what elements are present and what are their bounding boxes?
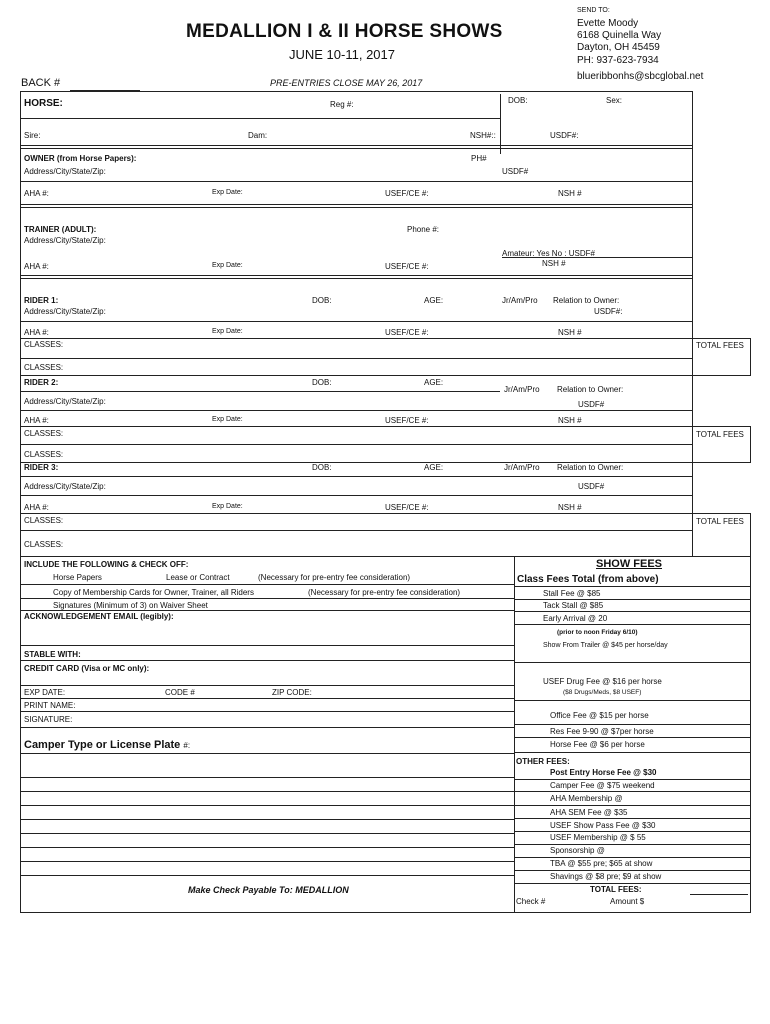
rider3-usdf-label: USDF# xyxy=(578,482,605,491)
trainer-amateur-label: Amateur: Yes No : USDF# xyxy=(502,249,595,258)
rider2-line2 xyxy=(20,410,692,411)
checklist-line-4 xyxy=(20,645,514,646)
rider2-usdf-label: USDF# xyxy=(578,400,605,409)
form-right-border xyxy=(692,91,693,556)
camper-line-3 xyxy=(20,791,514,792)
owner-nsh-label: NSH # xyxy=(558,189,582,198)
trainer-aha-label: AHA #: xyxy=(24,262,49,271)
fee-sponsorship: Sponsorship @ xyxy=(550,846,605,855)
camper-line-2 xyxy=(20,777,514,778)
fee-early-arrival: Early Arrival @ 20 xyxy=(543,614,608,623)
rider1-relation-label: Relation to Owner: xyxy=(553,296,620,305)
horse-dob-label: DOB: xyxy=(508,96,528,105)
rider1-line xyxy=(20,321,692,322)
check-note-2: (Necessary for pre-entry fee consideration) xyxy=(308,588,461,597)
fee-show-from-trailer: Show From Trailer @ $45 per horse/day xyxy=(543,642,668,649)
fees-line-2 xyxy=(514,611,750,612)
payable-to: Make Check Payable To: MEDALLION xyxy=(188,885,349,895)
send-to-phone: PH: 937-623-7934 xyxy=(577,55,659,66)
rider2-address-label: Address/City/State/Zip: xyxy=(24,397,106,406)
camper-label-text: Camper Type or License Plate xyxy=(24,739,181,751)
owner-usdf-label: USDF# xyxy=(502,167,529,176)
checklist-line-5 xyxy=(20,660,514,661)
trainer-address-label: Address/City/State/Zip: xyxy=(24,236,106,245)
fee-aha-membership: AHA Membership @ xyxy=(550,794,623,803)
trainer-bottom-a xyxy=(20,275,692,276)
fees-line-16 xyxy=(514,870,750,871)
fee-usef-show-pass: USEF Show Pass Fee @ $30 xyxy=(550,821,656,830)
cc-code-label: CODE # xyxy=(165,688,195,697)
horse-nsh-label: NSH#:: xyxy=(470,131,496,140)
owner-title: OWNER (from Horse Papers): xyxy=(24,154,137,163)
fee-office: Office Fee @ $15 per horse xyxy=(550,711,649,720)
owner-address-label: Address/City/State/Zip: xyxy=(24,167,106,176)
owner-bottom-a xyxy=(20,204,692,205)
camper-line-1 xyxy=(20,753,514,754)
credit-card-label: CREDIT CARD (Visa or MC only): xyxy=(24,664,150,673)
fees-line-11 xyxy=(514,805,750,806)
fees-line-4 xyxy=(514,662,750,663)
fee-shavings: Shavings @ $8 pre; $9 at show xyxy=(550,872,662,881)
camper-line-6 xyxy=(20,833,514,834)
rider2-line3 xyxy=(20,426,750,427)
rider2-bottom xyxy=(20,462,750,463)
rider1-usef-label: USEF/CE #: xyxy=(385,328,429,337)
fees-line-8 xyxy=(514,752,750,753)
form-left-border xyxy=(20,91,21,913)
rider3-classes-label-2: CLASSES: xyxy=(24,540,64,549)
fees-line-6 xyxy=(514,724,750,725)
horse-line xyxy=(20,118,500,119)
check-signatures[interactable]: Signatures (Minimum of 3) on Waiver Sheet xyxy=(53,601,208,610)
cc-print-name-label: PRINT NAME: xyxy=(24,701,76,710)
rider1-classes-label-2: CLASSES: xyxy=(24,363,64,372)
owner-exp-label: Exp Date: xyxy=(212,189,243,196)
form-top-border xyxy=(20,91,692,92)
rider2-usef-label: USEF/CE #: xyxy=(385,416,429,425)
trainer-title: TRAINER (ADULT): xyxy=(24,225,97,234)
camper-label xyxy=(24,739,190,751)
check-membership-copies[interactable]: Copy of Membership Cards for Owner, Trainer, all Riders xyxy=(53,588,254,597)
rider3-bottom xyxy=(20,556,750,557)
trainer-nsh-label: NSH # xyxy=(542,259,566,268)
fees-line-3 xyxy=(514,624,750,625)
fees-line-12 xyxy=(514,818,750,819)
trainer-bottom-b xyxy=(20,278,692,279)
ack-email-label: ACKNOWLEDGEMENT EMAIL (legibly): xyxy=(24,612,174,621)
trainer-amateur-underline xyxy=(502,257,692,258)
amount-label: Amount $ xyxy=(610,897,645,906)
rider2-relation-label: Relation to Owner: xyxy=(557,385,624,394)
checklist-line-8 xyxy=(20,711,514,712)
rider2-dob-label: DOB: xyxy=(312,378,332,387)
owner-bottom-b xyxy=(20,207,692,208)
double-line-b xyxy=(20,148,692,149)
rider1-classes-line xyxy=(20,358,692,359)
rider2-title: RIDER 2: xyxy=(24,378,59,387)
fee-drug-note: ($8 Drugs/Meds, $8 USEF) xyxy=(563,689,642,696)
fees-line-5 xyxy=(514,700,750,701)
rider1-total-fees-label: TOTAL FEES xyxy=(696,341,744,350)
rider3-line2 xyxy=(20,495,692,496)
owner-aha-label: AHA #: xyxy=(24,189,49,198)
rider2-nsh-label: NSH # xyxy=(558,416,582,425)
fees-line-13 xyxy=(514,831,750,832)
rider1-aha-label: AHA #: xyxy=(24,328,49,337)
rider3-address-label: Address/City/State/Zip: xyxy=(24,482,106,491)
fees-line-1 xyxy=(514,599,750,600)
rider3-total-fees-label: TOTAL FEES xyxy=(696,517,744,526)
double-line-a xyxy=(20,145,692,146)
owner-line xyxy=(20,181,692,182)
show-dates: JUNE 10-11, 2017 xyxy=(289,47,395,62)
trainer-usef-label: USEF/CE #: xyxy=(385,262,429,271)
fee-tba: TBA @ $55 pre; $65 at show xyxy=(550,859,653,868)
checklist-line-9 xyxy=(20,727,514,728)
fees-line-17 xyxy=(514,883,750,884)
send-to-label: SEND TO: xyxy=(577,7,610,14)
rider1-level-label: Jr/Am/Pro xyxy=(502,296,538,305)
rider3-relation-label: Relation to Owner: xyxy=(557,463,624,472)
rider2-age-label: AGE: xyxy=(424,378,444,387)
send-to-email: blueribbonhs@sbcglobal.net xyxy=(577,71,704,82)
cc-signature-label: SIGNATURE: xyxy=(24,715,73,724)
fee-post-entry: Post Entry Horse Fee @ $30 xyxy=(550,768,657,777)
fees-line-14 xyxy=(514,844,750,845)
check-horse-papers[interactable]: Horse Papers xyxy=(53,573,102,582)
horse-usdf-label: USDF#: xyxy=(550,131,579,140)
other-fees-label: OTHER FEES: xyxy=(516,757,570,766)
checklist-line-2 xyxy=(20,598,514,599)
lower-divider xyxy=(514,556,515,913)
rider2-classes-label: CLASSES: xyxy=(24,429,64,438)
trainer-phone-label: Phone #: xyxy=(407,225,440,234)
fees-line-9 xyxy=(514,779,750,780)
horse-label: HORSE: xyxy=(24,98,63,109)
back-number-label: BACK # xyxy=(21,77,61,89)
show-title: MEDALLION I & II HORSE SHOWS xyxy=(186,21,503,42)
rider1-line2 xyxy=(20,338,750,339)
send-to-name: Evette Moody xyxy=(577,18,639,29)
rider2-line xyxy=(20,391,500,392)
fee-tack-stall: Tack Stall @ $85 xyxy=(543,601,604,610)
total-fees-line[interactable] xyxy=(690,894,748,895)
rider3-title: RIDER 3: xyxy=(24,463,59,472)
cc-exp-date-label: EXP DATE: xyxy=(24,688,66,697)
rider3-exp-label: Exp Date: xyxy=(212,503,243,510)
camper-line-8 xyxy=(20,861,514,862)
camper-line-4 xyxy=(20,805,514,806)
fees-line-0 xyxy=(514,586,750,587)
owner-phone-label: PH# xyxy=(471,154,487,163)
show-fees-title: SHOW FEES xyxy=(596,558,663,570)
stable-with-label: STABLE WITH: xyxy=(24,650,81,659)
rider1-total-right xyxy=(750,338,751,376)
rider2-level-label: Jr/Am/Pro xyxy=(504,385,540,394)
rider3-usef-label: USEF/CE #: xyxy=(385,503,429,512)
rider1-bottom xyxy=(20,375,750,376)
checklist-line-7 xyxy=(20,698,514,699)
checklist-line-6 xyxy=(20,685,514,686)
send-to-city: Dayton, OH 45459 xyxy=(577,42,660,53)
rider3-aha-label: AHA #: xyxy=(24,503,49,512)
checklist-line-3 xyxy=(20,610,514,611)
fee-stall: Stall Fee @ $85 xyxy=(543,589,601,598)
rider1-nsh-label: NSH # xyxy=(558,328,582,337)
camper-line-7 xyxy=(20,847,514,848)
rider3-line xyxy=(20,476,692,477)
cc-zip-label: ZIP CODE: xyxy=(272,688,312,697)
rider1-exp-label: Exp Date: xyxy=(212,328,243,335)
lower-right-border xyxy=(750,556,751,913)
fee-camper: Camper Fee @ $75 weekend xyxy=(550,781,655,790)
total-fees-label: TOTAL FEES: xyxy=(590,885,642,894)
rider1-title: RIDER 1: xyxy=(24,296,59,305)
rider2-classes-line xyxy=(20,444,692,445)
rider2-total-right xyxy=(750,426,751,463)
fee-res: Res Fee 9-90 @ $7per horse xyxy=(550,727,654,736)
fees-line-7 xyxy=(514,737,750,738)
class-fees-total: Class Fees Total (from above) xyxy=(517,574,659,585)
rider2-classes-label-2: CLASSES: xyxy=(24,450,64,459)
camper-line-9 xyxy=(20,875,514,876)
horse-sex-label: Sex: xyxy=(606,96,623,105)
reg-number-label: Reg #: xyxy=(330,100,354,109)
camper-line-5 xyxy=(20,819,514,820)
fee-aha-sem: AHA SEM Fee @ $35 xyxy=(550,808,628,817)
rider3-classes-label: CLASSES: xyxy=(24,516,64,525)
fees-line-10 xyxy=(514,791,750,792)
rider2-aha-label: AHA #: xyxy=(24,416,49,425)
preentries-close: PRE-ENTRIES CLOSE MAY 26, 2017 xyxy=(270,78,423,88)
rider1-dob-label: DOB: xyxy=(312,296,332,305)
fee-usef-drug: USEF Drug Fee @ $16 per horse xyxy=(543,677,662,686)
fees-line-15 xyxy=(514,857,750,858)
checklist-title: INCLUDE THE FOLLOWING & CHECK OFF: xyxy=(24,560,189,569)
rider1-age-label: AGE: xyxy=(424,296,444,305)
rider3-age-label: AGE: xyxy=(424,463,444,472)
rider3-dob-label: DOB: xyxy=(312,463,332,472)
fee-prior-note: (prior to noon Friday 6/10) xyxy=(557,629,638,636)
rider1-usdf-label: USDF#: xyxy=(594,307,623,316)
rider1-classes-label: CLASSES: xyxy=(24,340,64,349)
trainer-exp-label: Exp Date: xyxy=(212,262,243,269)
rider2-exp-label: Exp Date: xyxy=(212,416,243,423)
rider3-nsh-label: NSH # xyxy=(558,503,582,512)
rider3-level-label: Jr/Am/Pro xyxy=(504,463,540,472)
owner-usef-label: USEF/CE #: xyxy=(385,189,429,198)
fee-usef-membership: USEF Membership @ $ 55 xyxy=(550,833,646,842)
rider2-total-fees-label: TOTAL FEES xyxy=(696,430,744,439)
dam-label: Dam: xyxy=(248,131,268,140)
send-to-street: 6168 Quinella Way xyxy=(577,30,662,41)
check-lease[interactable]: Lease or Contract xyxy=(166,573,230,582)
fee-horse: Horse Fee @ $6 per horse xyxy=(550,740,645,749)
form-bottom-border xyxy=(20,912,750,913)
rider3-total-right xyxy=(750,513,751,556)
sire-label: Sire: xyxy=(24,131,41,140)
checklist-line-1 xyxy=(20,584,514,585)
rider1-address-label: Address/City/State/Zip: xyxy=(24,307,106,316)
camper-hash: #: xyxy=(183,741,191,750)
rider3-line3 xyxy=(20,513,750,514)
rider3-classes-line xyxy=(20,530,692,531)
check-number-label: Check # xyxy=(516,897,546,906)
check-note-1: (Necessary for pre-entry fee consideration) xyxy=(258,573,411,582)
